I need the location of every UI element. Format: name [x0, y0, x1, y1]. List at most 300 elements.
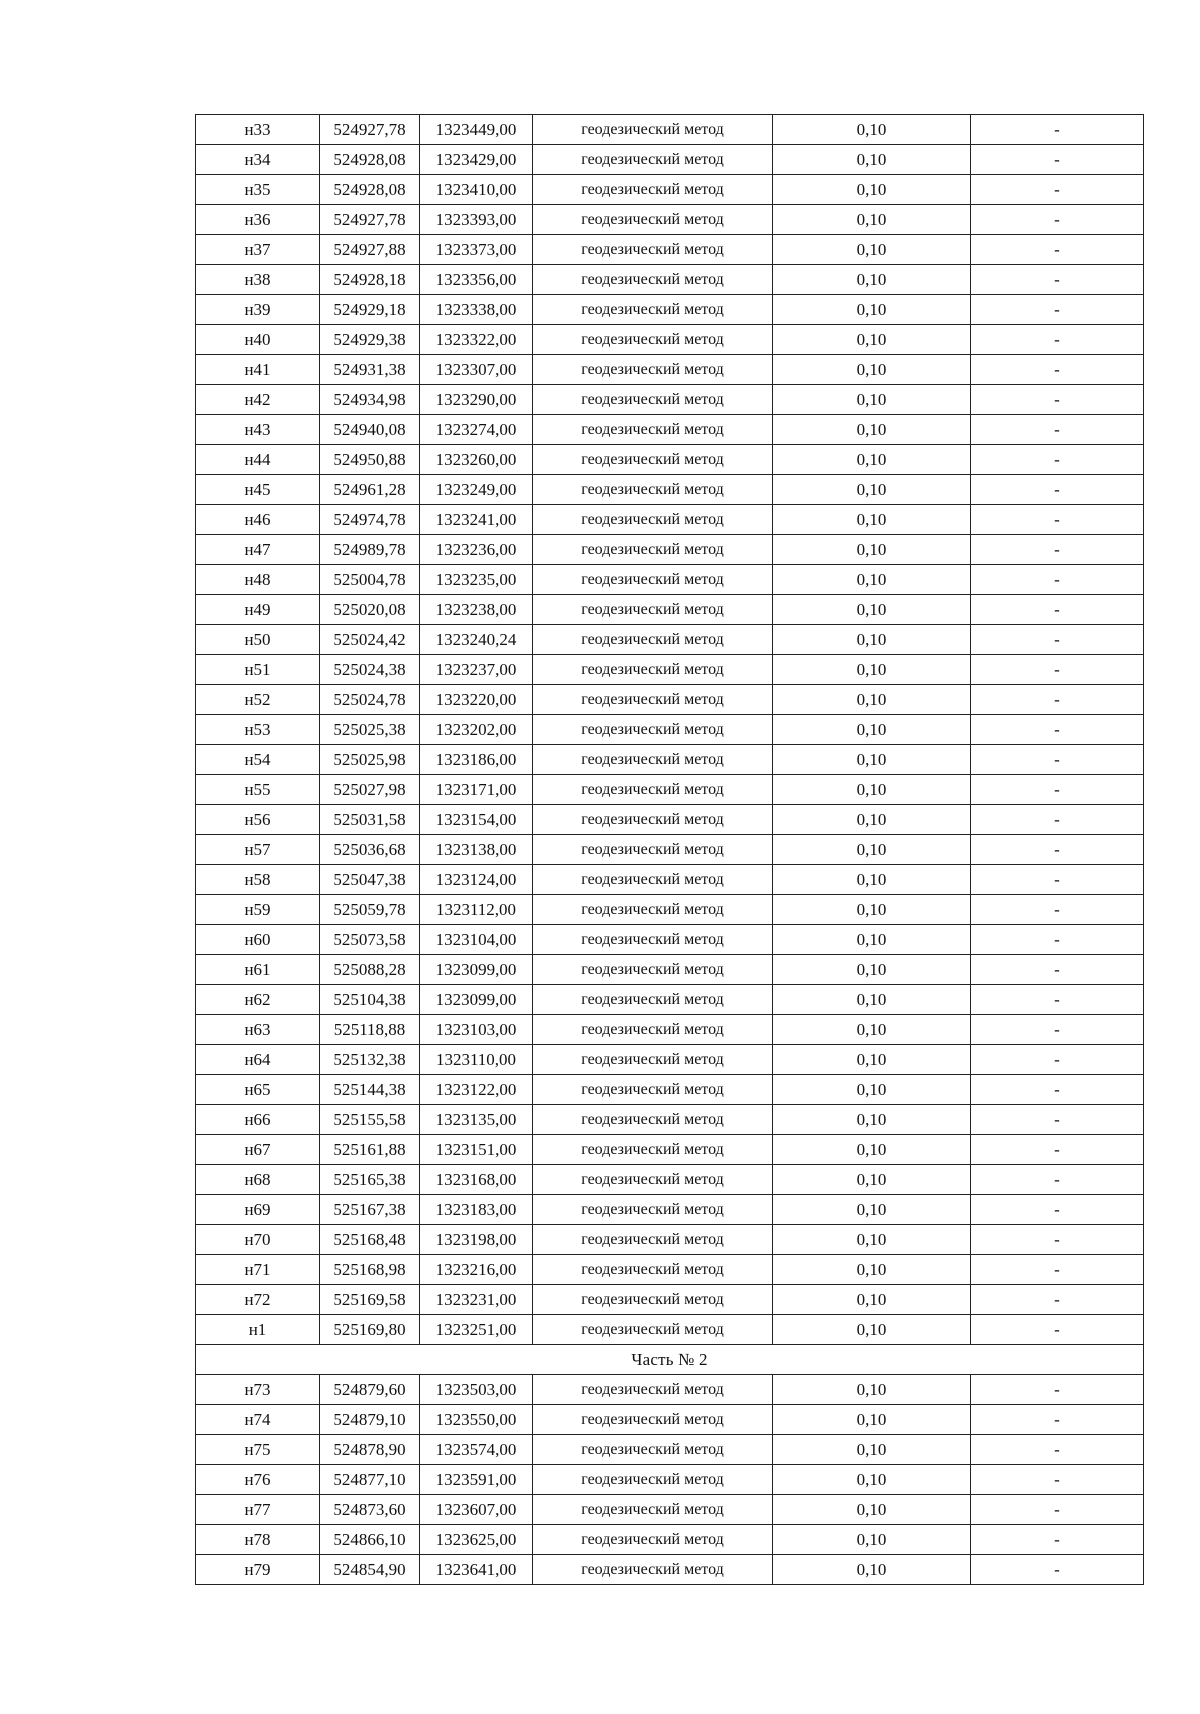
- x-coordinate-cell: 525165,38: [320, 1165, 420, 1195]
- note-cell: -: [971, 835, 1144, 865]
- part-heading: Часть № 2: [196, 1345, 1144, 1375]
- point-name-cell: н60: [196, 925, 320, 955]
- table-row: [196, 1135, 1144, 1165]
- accuracy-cell: 0,10: [773, 715, 971, 745]
- point-name-cell: н67: [196, 1135, 320, 1165]
- x-coordinate-cell: 525020,08: [320, 595, 420, 625]
- point-name-cell: н41: [196, 355, 320, 385]
- note-cell: -: [971, 955, 1144, 985]
- x-coordinate-cell: 524927,78: [320, 115, 420, 145]
- point-name-cell: н40: [196, 325, 320, 355]
- table-row: [196, 235, 1144, 265]
- x-coordinate-cell: 525024,42: [320, 625, 420, 655]
- y-coordinate-cell: 1323104,00: [420, 925, 533, 955]
- accuracy-cell: 0,10: [773, 745, 971, 775]
- note-cell: -: [971, 1195, 1144, 1225]
- table-row: [196, 1015, 1144, 1045]
- y-coordinate-cell: 1323307,00: [420, 355, 533, 385]
- method-cell: геодезический метод: [533, 565, 773, 595]
- note-cell: -: [971, 595, 1144, 625]
- x-coordinate-cell: 524854,90: [320, 1555, 420, 1585]
- accuracy-cell: 0,10: [773, 835, 971, 865]
- point-name-cell: н73: [196, 1375, 320, 1405]
- x-coordinate-cell: 525027,98: [320, 775, 420, 805]
- x-coordinate-cell: 525168,48: [320, 1225, 420, 1255]
- method-cell: геодезический метод: [533, 1255, 773, 1285]
- accuracy-cell: 0,10: [773, 145, 971, 175]
- accuracy-cell: 0,10: [773, 295, 971, 325]
- accuracy-cell: 0,10: [773, 775, 971, 805]
- x-coordinate-cell: 525059,78: [320, 895, 420, 925]
- accuracy-cell: 0,10: [773, 355, 971, 385]
- method-cell: геодезический метод: [533, 685, 773, 715]
- note-cell: -: [971, 1075, 1144, 1105]
- point-name-cell: н53: [196, 715, 320, 745]
- method-cell: геодезический метод: [533, 805, 773, 835]
- accuracy-cell: 0,10: [773, 655, 971, 685]
- y-coordinate-cell: 1323110,00: [420, 1045, 533, 1075]
- table-row: [196, 1255, 1144, 1285]
- table-row: [196, 1045, 1144, 1075]
- table-row: [196, 1465, 1144, 1495]
- y-coordinate-cell: 1323103,00: [420, 1015, 533, 1045]
- x-coordinate-cell: 524940,08: [320, 415, 420, 445]
- method-cell: геодезический метод: [533, 115, 773, 145]
- x-coordinate-cell: 524927,88: [320, 235, 420, 265]
- method-cell: геодезический метод: [533, 145, 773, 175]
- coordinates-table-body: [196, 115, 1144, 1585]
- point-name-cell: н39: [196, 295, 320, 325]
- note-cell: -: [971, 475, 1144, 505]
- method-cell: геодезический метод: [533, 415, 773, 445]
- x-coordinate-cell: 525036,68: [320, 835, 420, 865]
- table-row: [196, 1315, 1144, 1345]
- accuracy-cell: 0,10: [773, 475, 971, 505]
- x-coordinate-cell: 525031,58: [320, 805, 420, 835]
- method-cell: геодезический метод: [533, 715, 773, 745]
- method-cell: геодезический метод: [533, 295, 773, 325]
- y-coordinate-cell: 1323236,00: [420, 535, 533, 565]
- accuracy-cell: 0,10: [773, 805, 971, 835]
- method-cell: геодезический метод: [533, 1405, 773, 1435]
- x-coordinate-cell: 525168,98: [320, 1255, 420, 1285]
- y-coordinate-cell: 1323183,00: [420, 1195, 533, 1225]
- point-name-cell: н57: [196, 835, 320, 865]
- y-coordinate-cell: 1323625,00: [420, 1525, 533, 1555]
- table-row: [196, 1195, 1144, 1225]
- note-cell: -: [971, 565, 1144, 595]
- note-cell: -: [971, 1525, 1144, 1555]
- x-coordinate-cell: 525161,88: [320, 1135, 420, 1165]
- method-cell: геодезический метод: [533, 445, 773, 475]
- y-coordinate-cell: 1323220,00: [420, 685, 533, 715]
- method-cell: геодезический метод: [533, 1315, 773, 1345]
- method-cell: геодезический метод: [533, 655, 773, 685]
- point-name-cell: н55: [196, 775, 320, 805]
- x-coordinate-cell: 524931,38: [320, 355, 420, 385]
- point-name-cell: н70: [196, 1225, 320, 1255]
- accuracy-cell: 0,10: [773, 265, 971, 295]
- table-row: [196, 535, 1144, 565]
- point-name-cell: н79: [196, 1555, 320, 1585]
- accuracy-cell: 0,10: [773, 1435, 971, 1465]
- table-row: [196, 1375, 1144, 1405]
- x-coordinate-cell: 525024,78: [320, 685, 420, 715]
- table-row: [196, 595, 1144, 625]
- x-coordinate-cell: 525025,38: [320, 715, 420, 745]
- x-coordinate-cell: 525132,38: [320, 1045, 420, 1075]
- point-name-cell: н61: [196, 955, 320, 985]
- y-coordinate-cell: 1323138,00: [420, 835, 533, 865]
- y-coordinate-cell: 1323202,00: [420, 715, 533, 745]
- part-heading-row: [196, 1345, 1144, 1375]
- note-cell: -: [971, 1375, 1144, 1405]
- x-coordinate-cell: 524929,38: [320, 325, 420, 355]
- table-row: [196, 145, 1144, 175]
- y-coordinate-cell: 1323550,00: [420, 1405, 533, 1435]
- note-cell: -: [971, 265, 1144, 295]
- note-cell: -: [971, 205, 1144, 235]
- point-name-cell: н50: [196, 625, 320, 655]
- point-name-cell: н74: [196, 1405, 320, 1435]
- y-coordinate-cell: 1323251,00: [420, 1315, 533, 1345]
- accuracy-cell: 0,10: [773, 895, 971, 925]
- table-row: [196, 685, 1144, 715]
- method-cell: геодезический метод: [533, 175, 773, 205]
- method-cell: геодезический метод: [533, 1465, 773, 1495]
- method-cell: геодезический метод: [533, 385, 773, 415]
- point-name-cell: н43: [196, 415, 320, 445]
- table-row: [196, 1435, 1144, 1465]
- point-name-cell: н76: [196, 1465, 320, 1495]
- method-cell: геодезический метод: [533, 1045, 773, 1075]
- method-cell: геодезический метод: [533, 355, 773, 385]
- point-name-cell: н68: [196, 1165, 320, 1195]
- point-name-cell: н46: [196, 505, 320, 535]
- accuracy-cell: 0,10: [773, 985, 971, 1015]
- point-name-cell: н48: [196, 565, 320, 595]
- x-coordinate-cell: 524879,60: [320, 1375, 420, 1405]
- accuracy-cell: 0,10: [773, 1315, 971, 1345]
- note-cell: -: [971, 385, 1144, 415]
- table-row: [196, 625, 1144, 655]
- note-cell: -: [971, 175, 1144, 205]
- accuracy-cell: 0,10: [773, 1405, 971, 1435]
- note-cell: -: [971, 295, 1144, 325]
- point-name-cell: н47: [196, 535, 320, 565]
- table-row: [196, 985, 1144, 1015]
- method-cell: геодезический метод: [533, 985, 773, 1015]
- accuracy-cell: 0,10: [773, 1465, 971, 1495]
- table-row: [196, 355, 1144, 385]
- point-name-cell: н54: [196, 745, 320, 775]
- x-coordinate-cell: 524879,10: [320, 1405, 420, 1435]
- method-cell: геодезический метод: [533, 835, 773, 865]
- coordinates-table: [195, 114, 1144, 1585]
- y-coordinate-cell: 1323171,00: [420, 775, 533, 805]
- note-cell: -: [971, 415, 1144, 445]
- point-name-cell: н65: [196, 1075, 320, 1105]
- method-cell: геодезический метод: [533, 1495, 773, 1525]
- x-coordinate-cell: 525024,38: [320, 655, 420, 685]
- y-coordinate-cell: 1323373,00: [420, 235, 533, 265]
- note-cell: -: [971, 1315, 1144, 1345]
- accuracy-cell: 0,10: [773, 1135, 971, 1165]
- y-coordinate-cell: 1323249,00: [420, 475, 533, 505]
- point-name-cell: н66: [196, 1105, 320, 1135]
- note-cell: -: [971, 625, 1144, 655]
- accuracy-cell: 0,10: [773, 1195, 971, 1225]
- x-coordinate-cell: 525088,28: [320, 955, 420, 985]
- x-coordinate-cell: 524927,78: [320, 205, 420, 235]
- table-row: [196, 385, 1144, 415]
- y-coordinate-cell: 1323591,00: [420, 1465, 533, 1495]
- accuracy-cell: 0,10: [773, 625, 971, 655]
- y-coordinate-cell: 1323260,00: [420, 445, 533, 475]
- y-coordinate-cell: 1323429,00: [420, 145, 533, 175]
- point-name-cell: н56: [196, 805, 320, 835]
- note-cell: -: [971, 1015, 1144, 1045]
- point-name-cell: н75: [196, 1435, 320, 1465]
- point-name-cell: н35: [196, 175, 320, 205]
- accuracy-cell: 0,10: [773, 445, 971, 475]
- point-name-cell: н36: [196, 205, 320, 235]
- y-coordinate-cell: 1323574,00: [420, 1435, 533, 1465]
- y-coordinate-cell: 1323393,00: [420, 205, 533, 235]
- point-name-cell: н1: [196, 1315, 320, 1345]
- y-coordinate-cell: 1323112,00: [420, 895, 533, 925]
- accuracy-cell: 0,10: [773, 1015, 971, 1045]
- table-row: [196, 1285, 1144, 1315]
- y-coordinate-cell: 1323240,24: [420, 625, 533, 655]
- x-coordinate-cell: 524928,08: [320, 175, 420, 205]
- table-row: [196, 1075, 1144, 1105]
- note-cell: -: [971, 985, 1144, 1015]
- note-cell: -: [971, 1165, 1144, 1195]
- note-cell: -: [971, 1495, 1144, 1525]
- accuracy-cell: 0,10: [773, 1165, 971, 1195]
- table-row: [196, 1105, 1144, 1135]
- note-cell: -: [971, 145, 1144, 175]
- accuracy-cell: 0,10: [773, 385, 971, 415]
- x-coordinate-cell: 524877,10: [320, 1465, 420, 1495]
- note-cell: -: [971, 745, 1144, 775]
- accuracy-cell: 0,10: [773, 1375, 971, 1405]
- note-cell: -: [971, 895, 1144, 925]
- accuracy-cell: 0,10: [773, 1075, 971, 1105]
- y-coordinate-cell: 1323238,00: [420, 595, 533, 625]
- table-row: [196, 715, 1144, 745]
- table-row: [196, 805, 1144, 835]
- table-row: [196, 745, 1144, 775]
- accuracy-cell: 0,10: [773, 1495, 971, 1525]
- y-coordinate-cell: 1323122,00: [420, 1075, 533, 1105]
- accuracy-cell: 0,10: [773, 205, 971, 235]
- table-row: [196, 655, 1144, 685]
- table-row: [196, 1225, 1144, 1255]
- method-cell: геодезический метод: [533, 535, 773, 565]
- point-name-cell: н52: [196, 685, 320, 715]
- y-coordinate-cell: 1323410,00: [420, 175, 533, 205]
- point-name-cell: н62: [196, 985, 320, 1015]
- accuracy-cell: 0,10: [773, 685, 971, 715]
- table-row: [196, 1495, 1144, 1525]
- table-row: [196, 445, 1144, 475]
- accuracy-cell: 0,10: [773, 865, 971, 895]
- table-row: [196, 1405, 1144, 1435]
- table-row: [196, 895, 1144, 925]
- accuracy-cell: 0,10: [773, 925, 971, 955]
- point-name-cell: н69: [196, 1195, 320, 1225]
- note-cell: -: [971, 1045, 1144, 1075]
- method-cell: геодезический метод: [533, 895, 773, 925]
- y-coordinate-cell: 1323503,00: [420, 1375, 533, 1405]
- note-cell: -: [971, 1405, 1144, 1435]
- table-row: [196, 205, 1144, 235]
- table-row: [196, 415, 1144, 445]
- method-cell: геодезический метод: [533, 775, 773, 805]
- note-cell: -: [971, 115, 1144, 145]
- method-cell: геодезический метод: [533, 625, 773, 655]
- method-cell: геодезический метод: [533, 475, 773, 505]
- note-cell: -: [971, 715, 1144, 745]
- note-cell: -: [971, 925, 1144, 955]
- note-cell: -: [971, 1105, 1144, 1135]
- table-row: [196, 175, 1144, 205]
- accuracy-cell: 0,10: [773, 1525, 971, 1555]
- method-cell: геодезический метод: [533, 505, 773, 535]
- x-coordinate-cell: 525073,58: [320, 925, 420, 955]
- method-cell: геодезический метод: [533, 1105, 773, 1135]
- table-row: [196, 835, 1144, 865]
- table-row: [196, 265, 1144, 295]
- x-coordinate-cell: 525167,38: [320, 1195, 420, 1225]
- note-cell: -: [971, 235, 1144, 265]
- y-coordinate-cell: 1323124,00: [420, 865, 533, 895]
- y-coordinate-cell: 1323151,00: [420, 1135, 533, 1165]
- accuracy-cell: 0,10: [773, 1255, 971, 1285]
- accuracy-cell: 0,10: [773, 325, 971, 355]
- table-row: [196, 1165, 1144, 1195]
- x-coordinate-cell: 524928,08: [320, 145, 420, 175]
- x-coordinate-cell: 524878,90: [320, 1435, 420, 1465]
- point-name-cell: н34: [196, 145, 320, 175]
- note-cell: -: [971, 655, 1144, 685]
- accuracy-cell: 0,10: [773, 1555, 971, 1585]
- method-cell: геодезический метод: [533, 1525, 773, 1555]
- x-coordinate-cell: 524929,18: [320, 295, 420, 325]
- note-cell: -: [971, 1465, 1144, 1495]
- method-cell: геодезический метод: [533, 745, 773, 775]
- y-coordinate-cell: 1323231,00: [420, 1285, 533, 1315]
- method-cell: геодезический метод: [533, 1375, 773, 1405]
- x-coordinate-cell: 525169,58: [320, 1285, 420, 1315]
- x-coordinate-cell: 524989,78: [320, 535, 420, 565]
- x-coordinate-cell: 525144,38: [320, 1075, 420, 1105]
- table-row: [196, 1525, 1144, 1555]
- x-coordinate-cell: 525104,38: [320, 985, 420, 1015]
- note-cell: -: [971, 1285, 1144, 1315]
- note-cell: -: [971, 865, 1144, 895]
- point-name-cell: н45: [196, 475, 320, 505]
- x-coordinate-cell: 524934,98: [320, 385, 420, 415]
- x-coordinate-cell: 525004,78: [320, 565, 420, 595]
- x-coordinate-cell: 525118,88: [320, 1015, 420, 1045]
- accuracy-cell: 0,10: [773, 1045, 971, 1075]
- x-coordinate-cell: 524974,78: [320, 505, 420, 535]
- table-row: [196, 325, 1144, 355]
- note-cell: -: [971, 325, 1144, 355]
- x-coordinate-cell: 525047,38: [320, 865, 420, 895]
- y-coordinate-cell: 1323235,00: [420, 565, 533, 595]
- note-cell: -: [971, 535, 1144, 565]
- y-coordinate-cell: 1323290,00: [420, 385, 533, 415]
- note-cell: -: [971, 355, 1144, 385]
- table-row: [196, 505, 1144, 535]
- note-cell: -: [971, 445, 1144, 475]
- method-cell: геодезический метод: [533, 925, 773, 955]
- x-coordinate-cell: 524866,10: [320, 1525, 420, 1555]
- point-name-cell: н44: [196, 445, 320, 475]
- table-row: [196, 295, 1144, 325]
- method-cell: геодезический метод: [533, 1075, 773, 1105]
- point-name-cell: н59: [196, 895, 320, 925]
- y-coordinate-cell: 1323198,00: [420, 1225, 533, 1255]
- y-coordinate-cell: 1323168,00: [420, 1165, 533, 1195]
- note-cell: -: [971, 1435, 1144, 1465]
- y-coordinate-cell: 1323186,00: [420, 745, 533, 775]
- table-row: [196, 865, 1144, 895]
- point-name-cell: н78: [196, 1525, 320, 1555]
- accuracy-cell: 0,10: [773, 415, 971, 445]
- accuracy-cell: 0,10: [773, 505, 971, 535]
- accuracy-cell: 0,10: [773, 235, 971, 265]
- x-coordinate-cell: 524873,60: [320, 1495, 420, 1525]
- point-name-cell: н37: [196, 235, 320, 265]
- accuracy-cell: 0,10: [773, 175, 971, 205]
- method-cell: геодезический метод: [533, 1225, 773, 1255]
- point-name-cell: н64: [196, 1045, 320, 1075]
- point-name-cell: н42: [196, 385, 320, 415]
- accuracy-cell: 0,10: [773, 955, 971, 985]
- method-cell: геодезический метод: [533, 1165, 773, 1195]
- method-cell: геодезический метод: [533, 1015, 773, 1045]
- accuracy-cell: 0,10: [773, 535, 971, 565]
- method-cell: геодезический метод: [533, 1285, 773, 1315]
- method-cell: геодезический метод: [533, 1435, 773, 1465]
- y-coordinate-cell: 1323216,00: [420, 1255, 533, 1285]
- note-cell: -: [971, 805, 1144, 835]
- y-coordinate-cell: 1323154,00: [420, 805, 533, 835]
- method-cell: геодезический метод: [533, 865, 773, 895]
- note-cell: -: [971, 775, 1144, 805]
- note-cell: -: [971, 685, 1144, 715]
- note-cell: -: [971, 505, 1144, 535]
- y-coordinate-cell: 1323274,00: [420, 415, 533, 445]
- table-row: [196, 955, 1144, 985]
- x-coordinate-cell: 525025,98: [320, 745, 420, 775]
- y-coordinate-cell: 1323099,00: [420, 985, 533, 1015]
- point-name-cell: н58: [196, 865, 320, 895]
- y-coordinate-cell: 1323135,00: [420, 1105, 533, 1135]
- method-cell: геодезический метод: [533, 265, 773, 295]
- note-cell: -: [971, 1255, 1144, 1285]
- x-coordinate-cell: 524961,28: [320, 475, 420, 505]
- y-coordinate-cell: 1323641,00: [420, 1555, 533, 1585]
- x-coordinate-cell: 524928,18: [320, 265, 420, 295]
- method-cell: геодезический метод: [533, 955, 773, 985]
- method-cell: геодезический метод: [533, 595, 773, 625]
